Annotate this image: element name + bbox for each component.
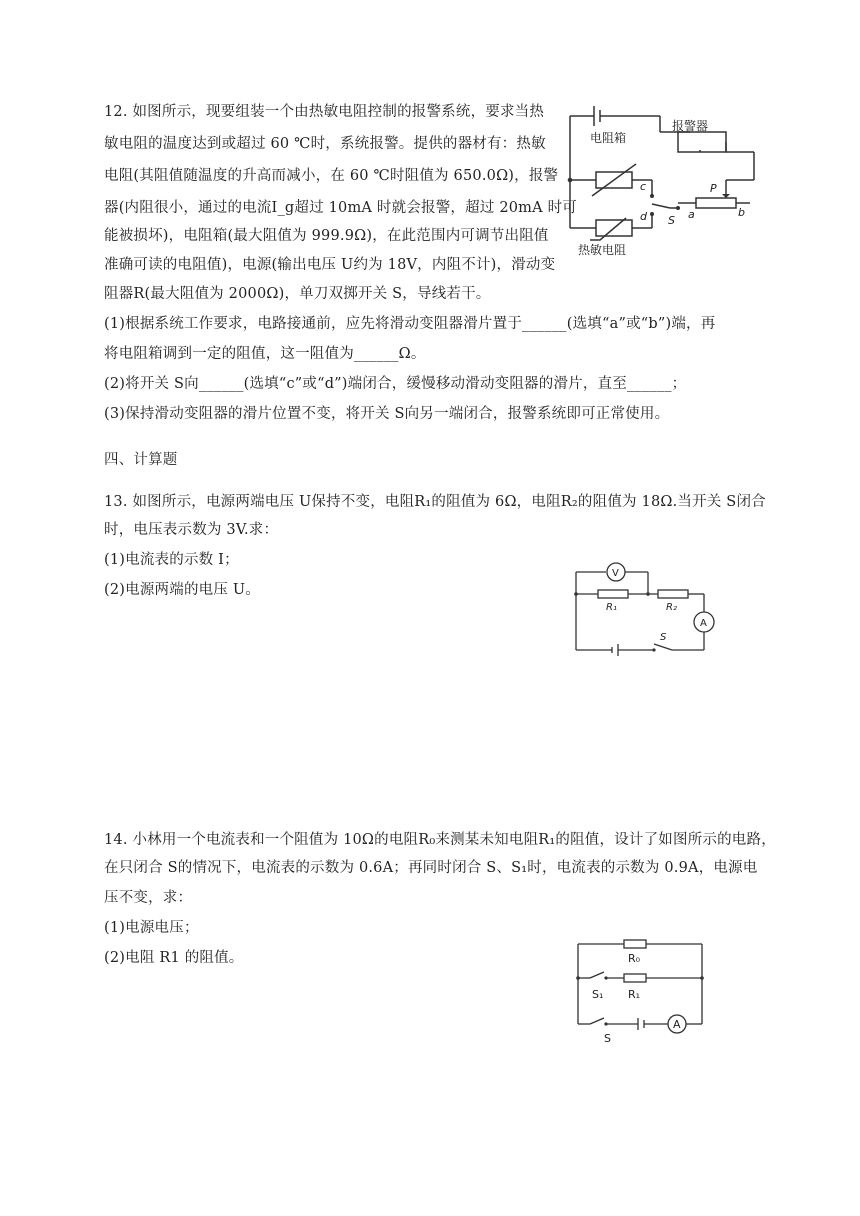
section-title: 四、计算题 <box>104 452 178 468</box>
alarm-label: 报警器 <box>672 119 709 133</box>
r0-label: R₀ <box>628 952 641 965</box>
switch-s-label: S <box>668 214 675 227</box>
q12-line-1: 12. 如图所示，现要组装一个由热敏电阻控制的报警系统，要求当热 <box>104 104 545 120</box>
slider-p-label: P <box>710 182 717 195</box>
voltmeter-label: V <box>612 568 619 579</box>
parallel-circuit-diagram <box>570 936 710 1046</box>
q12-line-6: 准确可读的电阻值)，电源(输出电压 U约为 18V，内阻不计)，滑动变 <box>104 257 556 273</box>
q13-line-1: 13. 如图所示，电源两端电压 U保持不变，电阻R₁的阻值为 6Ω，电阻R₂的阻值为 18Ω.当开关 S闭合 <box>104 494 766 510</box>
q14-part2: (2)电阻 R1 的阻值。 <box>104 950 244 966</box>
q12-part3: (3)保持滑动变阻器的滑片位置不变，将开关 S向另一端闭合，报警系统即可正常使用。 <box>104 406 670 422</box>
resistance-box-label: 电阻箱 <box>590 131 627 145</box>
q12-line-4: 器(内阻很小，通过的电流I_g超过 10mA 时就会报警，超过 20mA 时可 <box>104 200 577 216</box>
s-label: S <box>604 1032 611 1045</box>
q14-line-1: 14. 小林用一个电流表和一个阻值为 10Ω的电阻R₀来测某未知电阻R₁的阻值，设计了如图所示的电路， <box>104 832 776 848</box>
q13-part1: (1)电流表的示数 I； <box>104 552 239 568</box>
r1-label: R₁ <box>606 602 617 613</box>
switch-label: S <box>660 632 667 643</box>
q12-line-5: 能被损坏)，电阻箱(最大阻值为 999.9Ω)，在此范围内可调节出阻值 <box>104 228 549 244</box>
q13-line-2: 时，电压表示数为 3V.求： <box>104 522 279 538</box>
q12-line-3: 电阻(其阻值随温度的升高而减小，在 60 ℃时阻值为 650.0Ω)，报警 <box>104 168 559 184</box>
q12-part1-line2: 将电阻箱调到一定的阻值，这一阻值为______Ω。 <box>104 346 426 362</box>
q12-part2: (2)将开关 S向______(选填“c”或“d”)端闭合，缓慢移动滑动变阻器的滑片，直至______； <box>104 376 687 392</box>
series-circuit-diagram <box>568 560 728 660</box>
ammeter-label: A <box>673 1018 681 1031</box>
q14-part1: (1)电源电压； <box>104 920 199 936</box>
terminal-d-label: d <box>640 210 647 223</box>
q13-part2: (2)电源两端的电压 U。 <box>104 582 260 598</box>
q12-part1-line1: (1)根据系统工作要求，电路接通前，应先将滑动变阻器滑片置于______(选填“a”或“b”)端，再 <box>104 316 716 332</box>
q14-line-3: 压不变，求： <box>104 890 193 906</box>
end-a-label: a <box>688 208 695 221</box>
alarm-circuit-diagram <box>560 100 760 260</box>
ammeter-label: A <box>700 618 707 629</box>
q14-line-2: 在只闭合 S的情况下，电流表的示数为 0.6A；再同时闭合 S、S₁时，电流表的示数为 0.9A，电源电 <box>104 860 758 876</box>
q12-line-7: 阻器R(最大阻值为 2000Ω)，单刀双掷开关 S，导线若干。 <box>104 286 491 302</box>
thermistor-label: 热敏电阻 <box>578 243 627 257</box>
s1-label: S₁ <box>592 988 604 1001</box>
terminal-c-label: c <box>640 180 647 193</box>
r2-label: R₂ <box>666 602 677 613</box>
r1-label: R₁ <box>628 988 641 1001</box>
end-b-label: b <box>738 206 745 219</box>
q12-line-2: 敏电阻的温度达到或超过 60 ℃时，系统报警。提供的器材有：热敏 <box>104 136 546 152</box>
